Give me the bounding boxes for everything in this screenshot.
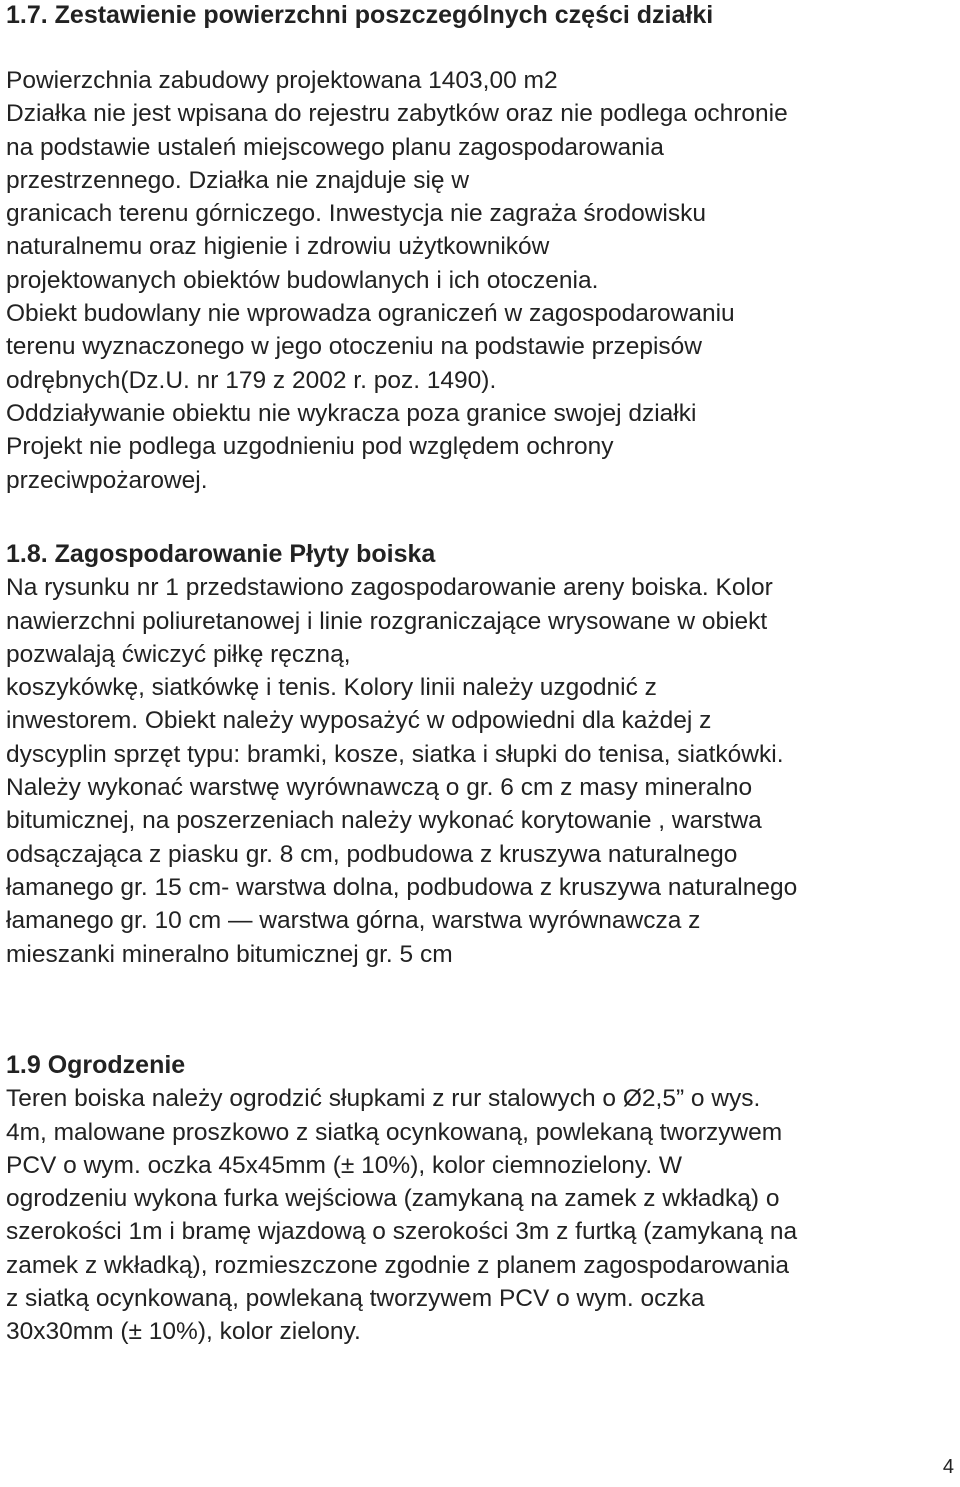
paragraph-line: przeciwpożarowej.: [6, 466, 208, 494]
section-1-7-body: [6, 64, 956, 497]
paragraph-line: dyscyplin sprzęt typu: bramki, kosze, siatka i słupki do tenisa, siatkówki.: [6, 740, 784, 768]
paragraph-line: koszykówkę, siatkówkę i tenis. Kolory linii należy uzgodnić z: [6, 674, 657, 702]
paragraph-line: odsączająca z piasku gr. 8 cm, podbudowa z kruszywa naturalnego: [6, 840, 738, 868]
paragraph-line: inwestorem. Obiekt należy wyposażyć w odpowiedni dla każdej z: [6, 707, 712, 735]
paragraph-line: mieszanki mineralno bitumicznej gr. 5 cm: [6, 940, 453, 968]
section-1-8: [6, 538, 956, 971]
paragraph-line: terenu wyznaczonego w jego otoczeniu na podstawie przepisów: [6, 333, 702, 361]
paragraph-line: Teren boiska należy ogrodzić słupkami z rur stalowych o Ø2,5” o wys.: [6, 1085, 761, 1113]
paragraph-line: zamek z wkładką), rozmieszczone zgodnie z planem zagospodarowania: [6, 1251, 790, 1279]
paragraph-line: Obiekt budowlany nie wprowadza ograniczeń w zagospodarowaniu: [6, 300, 735, 328]
paragraph-line: Oddziaływanie obiektu nie wykracza poza granice swojej działki: [6, 399, 697, 427]
section-1-7-heading-block: [6, 0, 956, 30]
paragraph-line: odrębnych(Dz.U. nr 179 z 2002 r. poz. 1490).: [6, 366, 497, 394]
paragraph-line: 4m, malowane proszkowo z siatką ocynkowaną, powlekaną tworzywem: [6, 1118, 783, 1146]
paragraph-line: Powierzchnia zabudowy projektowana 1403,00 m2: [6, 67, 558, 94]
paragraph-line: szerokości 1m i bramę wjazdową o szerokości 3m z furtką (zamykaną na: [6, 1218, 798, 1246]
page-number: 4: [942, 1456, 954, 1478]
paragraph-line: na podstawie ustaleń miejscowego planu zagospodarowania: [6, 133, 664, 161]
paragraph-line: łamanego gr. 15 cm- warstwa dolna, podbudowa z kruszywa naturalnego: [6, 873, 798, 901]
paragraph-line: przestrzennego. Działka nie znajduje się w: [6, 166, 470, 194]
paragraph-line: Projekt nie podlega uzgodnieniu pod względem ochrony: [6, 433, 614, 461]
paragraph-line: z siatką ocynkowaną, powlekaną tworzywem PCV o wym. oczka: [6, 1285, 705, 1313]
paragraph-line: Działka nie jest wpisana do rejestru zabytków oraz nie podlega ochronie: [6, 100, 788, 128]
section-1-9: [6, 1049, 956, 1349]
paragraph-line: bitumicznej, na poszerzeniach należy wykonać korytowanie , warstwa: [6, 807, 762, 835]
paragraph-line: granicach terenu górniczego. Inwestycja nie zagraża środowisku: [6, 200, 706, 228]
paragraph-line: projektowanych obiektów budowlanych i ich otoczenia.: [6, 266, 599, 294]
paragraph-line: ogrodzeniu wykona furka wejściowa (zamykaną na zamek z wkładką) o: [6, 1185, 780, 1213]
section-1-8-title: 1.8. Zagospodarowanie Płyty boiska: [6, 540, 436, 568]
paragraph-line: Należy wykonać warstwę wyrównawczą o gr. 6 cm z masy mineralno: [6, 774, 753, 802]
paragraph-line: naturalnemu oraz higienie i zdrowiu użytkowników: [6, 233, 550, 261]
paragraph-line: łamanego gr. 10 cm — warstwa górna, warstwa wyrównawcza z: [6, 907, 701, 935]
paragraph-line: pozwalają ćwiczyć piłkę ręczną,: [6, 640, 351, 668]
section-1-9-title: 1.9 Ogrodzenie: [6, 1051, 186, 1079]
section-1-7-title: 1.7. Zestawienie powierzchni poszczególnych części działki: [6, 1, 714, 29]
paragraph-line: 30x30mm (± 10%), kolor zielony.: [6, 1318, 361, 1346]
paragraph-line: PCV o wym. oczka 45x45mm (± 10%), kolor ciemnozielony. W: [6, 1151, 683, 1179]
paragraph-line: Na rysunku nr 1 przedstawiono zagospodarowanie areny boiska. Kolor: [6, 574, 773, 602]
paragraph-line: nawierzchni poliuretanowej i linie rozgraniczające wrysowane w obiekt: [6, 607, 768, 635]
